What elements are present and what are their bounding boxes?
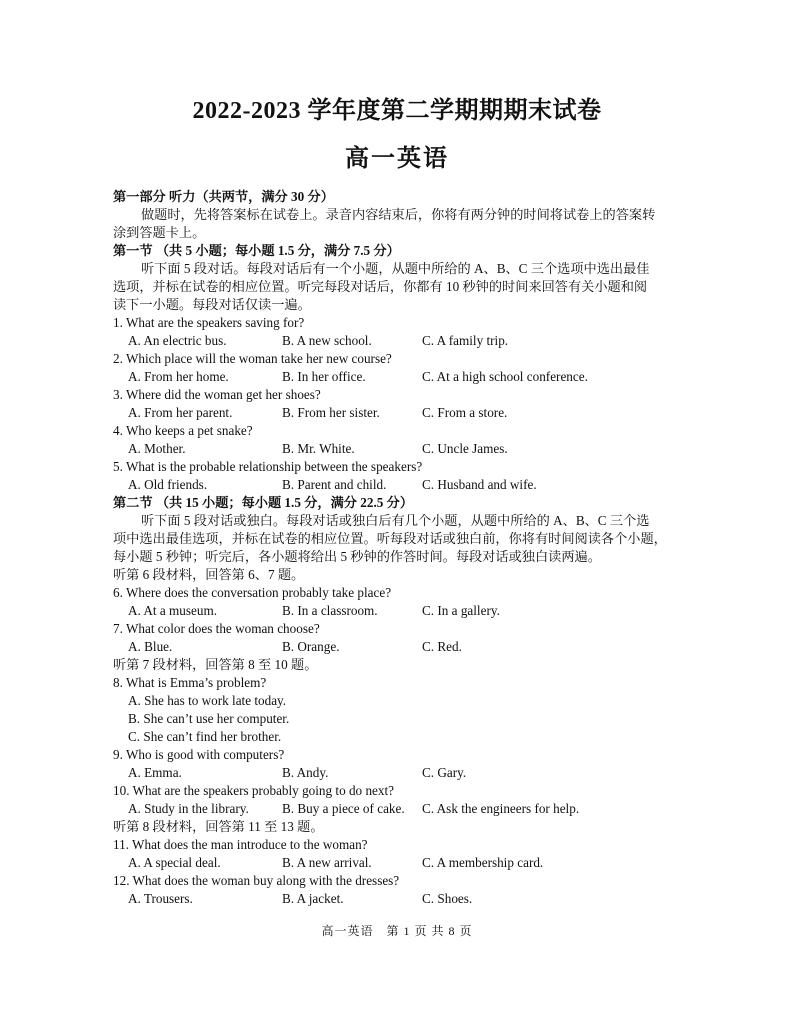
option-a: A. Emma. [128,765,182,780]
option-b: B. A new arrival. [282,855,372,870]
option-b: B. Buy a piece of cake. [282,801,405,816]
option-a: A. A special deal. [128,855,221,870]
question-7-options [113,638,685,656]
exam-content [113,188,685,908]
option-c: C. At a high school conference. [422,369,588,384]
section2-instruction-cont2: 每小题 5 秒钟；听完后，各小题将给出 5 秒钟的作答时间。每段对话或独白读两遍。 [113,549,601,564]
option-b: B. A new school. [282,333,372,348]
question-9: 9. Who is good with computers? [113,747,285,762]
option-a: A. She has to work late today. [128,693,287,708]
part1-heading: 第一部分 听力（共两节，满分 30 分） [113,189,334,204]
option-b: B. Mr. White. [282,441,355,456]
question-1: 1. What are the speakers saving for? [113,315,305,330]
question-2-options [113,368,685,386]
page-footer: 高一英语 第 1 页 共 8 页 [321,924,473,938]
option-a: A. Old friends. [128,477,208,492]
option-a: A. Trousers. [128,891,193,906]
option-c: C. Red. [422,639,462,654]
question-2: 2. Which place will the woman take her new course? [113,351,392,366]
question-3: 3. Where did the woman get her shoes? [113,387,321,402]
material-8-label: 听第 8 段材料，回答第 11 至 13 题。 [113,819,324,834]
section1-heading: 第一节 （共 5 小题；每小题 1.5 分，满分 7.5 分） [113,243,400,258]
part1-instruction: 做题时，先将答案标在试卷上。录音内容结束后，你将有两分钟的时间将试卷上的答案转 [141,207,656,222]
option-b: B. In a classroom. [282,603,378,618]
question-12-options [113,890,685,908]
material-7-label: 听第 7 段材料，回答第 8 至 10 题。 [113,657,318,672]
option-b: B. A jacket. [282,891,344,906]
question-11-options [113,854,685,872]
option-c: C. Gary. [422,765,467,780]
section1-instruction-cont2: 读下一小题。每段对话仅读一遍。 [113,297,311,312]
page-subtitle: 高一英语 [345,146,449,172]
option-b: B. She can’t use her computer. [128,711,290,726]
part1-instruction-cont: 涂到答题卡上。 [113,225,206,240]
question-6: 6. Where does the conversation probably take place? [113,585,392,600]
question-8: 8. What is Emma’s problem? [113,675,267,690]
option-a: A. From her parent. [128,405,233,420]
option-a: A. An electric bus. [128,333,227,348]
option-c: C. From a store. [422,405,508,420]
question-10: 10. What are the speakers probably going to do next? [113,783,395,798]
option-b: B. From her sister. [282,405,380,420]
option-c: C. Ask the engineers for help. [422,801,580,816]
option-a: A. From her home. [128,369,229,384]
section2-instruction: 听下面 5 段对话或独白。每段对话或独白后有几个小题，从题中所给的 A、B、C 三个选 [141,513,650,528]
question-12: 12. What does the woman buy along with the dresses? [113,873,400,888]
option-c: C. A membership card. [422,855,544,870]
option-a: A. Mother. [128,441,186,456]
question-6-options [113,602,685,620]
option-b: B. Orange. [282,639,340,654]
question-1-options [113,332,685,350]
section2-instruction-cont: 项中选出最佳选项，并标在试卷的相应位置。听每段对话或独白前，你将有时间阅读各个小题， [113,531,667,546]
page-title: 2022-2023 学年度第二学期期期末试卷 [192,98,602,124]
question-5-options [113,476,685,494]
option-b: B. Parent and child. [282,477,387,492]
option-c: C. Uncle James. [422,441,508,456]
material-6-label: 听第 6 段材料，回答第 6、7 题。 [113,567,305,582]
option-a: A. Blue. [128,639,173,654]
section1-instruction-cont: 选项，并标在试卷的相应位置。听完每段对话后，你都有 10 秒钟的时间来回答有关小题和阅 [113,279,648,294]
section2-heading: 第二节 （共 15 小题；每小题 1.5 分，满分 22.5 分） [113,495,414,510]
option-a: A. At a museum. [128,603,218,618]
option-c: C. Shoes. [422,891,473,906]
option-b: B. Andy. [282,765,329,780]
question-5: 5. What is the probable relationship between the speakers? [113,459,423,474]
section1-instruction: 听下面 5 段对话。每段对话后有一个小题，从题中所给的 A、B、C 三个选项中选出最佳 [141,261,650,276]
option-c: C. A family trip. [422,333,509,348]
question-4: 4. Who keeps a pet snake? [113,423,253,438]
question-10-options [113,800,685,818]
option-c: C. In a gallery. [422,603,500,618]
question-3-options [113,404,685,422]
question-4-options [113,440,685,458]
option-c: C. She can’t find her brother. [128,729,282,744]
option-c: C. Husband and wife. [422,477,537,492]
question-9-options [113,764,685,782]
question-7: 7. What color does the woman choose? [113,621,320,636]
option-b: B. In her office. [282,369,366,384]
question-11: 11. What does the man introduce to the woman? [113,837,368,852]
option-a: A. Study in the library. [128,801,249,816]
